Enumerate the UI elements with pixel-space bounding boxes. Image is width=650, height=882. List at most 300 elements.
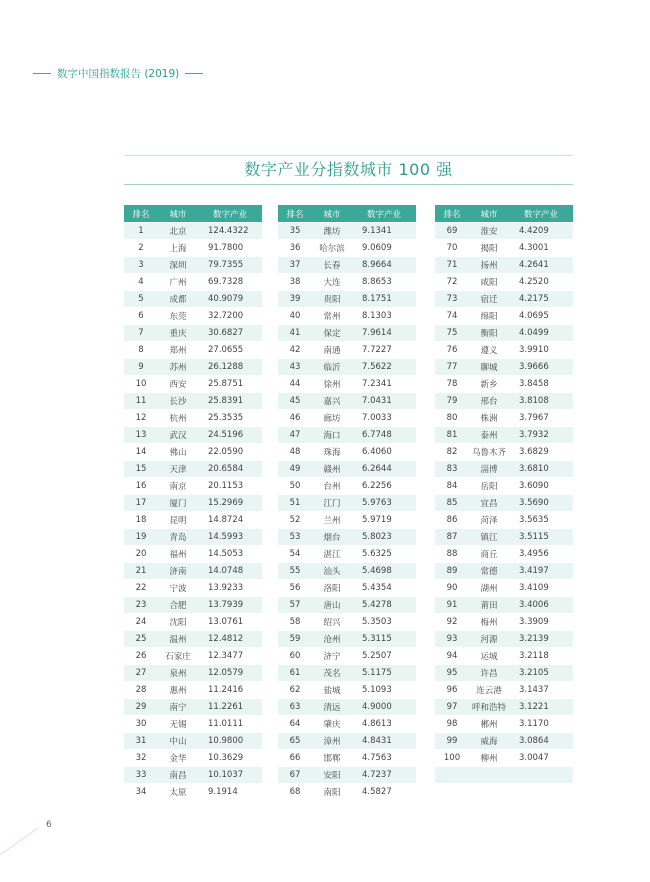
- table-row: [278, 359, 416, 375]
- city-cell: 柳州: [480, 754, 498, 764]
- rank-cell: 62: [289, 685, 301, 695]
- table-row: [435, 495, 573, 511]
- city-cell: 清远: [323, 703, 341, 713]
- rank-cell: 51: [289, 498, 301, 508]
- table-row: [278, 325, 416, 341]
- value-cell: 6.2256: [362, 481, 392, 491]
- table-row: [435, 427, 573, 443]
- rank-cell: 79: [446, 396, 458, 406]
- table-row: [278, 376, 416, 392]
- table-row: [435, 257, 573, 273]
- value-cell: 5.4278: [362, 600, 392, 610]
- value-cell: 10.9800: [208, 736, 244, 746]
- rank-cell: 21: [135, 566, 147, 576]
- table-row: [435, 563, 573, 579]
- value-cell: 13.7939: [208, 600, 244, 610]
- table-row: [435, 784, 573, 800]
- value-cell: 3.1437: [519, 685, 549, 695]
- value-cell: 4.3001: [519, 243, 549, 253]
- table-row: [435, 342, 573, 358]
- rank-cell: 77: [446, 362, 458, 372]
- table-row: [435, 529, 573, 545]
- table-row: [435, 359, 573, 375]
- table-row: [124, 580, 262, 596]
- ranking-table-1: [124, 205, 262, 801]
- table-row: [435, 580, 573, 596]
- value-cell: 5.3503: [362, 617, 392, 627]
- value-cell: 20.1153: [208, 481, 244, 491]
- table-row: [435, 291, 573, 307]
- value-cell: 5.9763: [362, 498, 392, 508]
- table-row: [435, 767, 573, 783]
- rank-cell: 80: [446, 413, 458, 423]
- table-row: [278, 240, 416, 256]
- table-row: [124, 750, 262, 766]
- table-row: [435, 546, 573, 562]
- rank-cell: 39: [289, 294, 301, 304]
- report-header: [33, 66, 203, 80]
- table-row: [435, 478, 573, 494]
- table-row: [124, 648, 262, 664]
- city-cell: 株洲: [480, 414, 498, 424]
- table-row: [124, 478, 262, 494]
- city-cell: 烟台: [323, 533, 341, 543]
- rank-cell: 1: [138, 226, 144, 236]
- table-row: [435, 376, 573, 392]
- rank-cell: 2: [138, 243, 144, 253]
- rank-cell: 60: [289, 651, 301, 661]
- table-title: 数字产业分指数城市 100 强: [244, 160, 453, 179]
- rank-cell: 16: [135, 481, 147, 491]
- value-cell: 5.9719: [362, 515, 392, 525]
- value-cell: 12.0579: [208, 668, 244, 678]
- table-row: [124, 359, 262, 375]
- city-cell: 台州: [323, 482, 341, 492]
- rank-cell: 38: [289, 277, 301, 287]
- rank-cell: 72: [446, 277, 458, 287]
- rank-cell: 46: [289, 413, 301, 423]
- table-row: [278, 784, 416, 800]
- corner-decoration: [0, 800, 40, 860]
- value-cell: 5.4354: [362, 583, 392, 593]
- rank-cell: 67: [289, 770, 301, 780]
- city-cell: 惠州: [169, 686, 187, 696]
- value-cell: 3.6810: [519, 464, 549, 474]
- city-cell: 苏州: [169, 363, 187, 373]
- table-row: [278, 699, 416, 715]
- table-row: [278, 427, 416, 443]
- value-cell: 4.7563: [362, 753, 392, 763]
- rank-cell: 30: [135, 719, 147, 729]
- value-cell: 4.0499: [519, 328, 549, 338]
- city-cell: 杭州: [169, 414, 187, 424]
- rank-cell: 74: [446, 311, 458, 321]
- city-cell: 嘉兴: [323, 397, 341, 407]
- rank-cell: 75: [446, 328, 458, 338]
- city-cell: 西安: [169, 380, 187, 390]
- table-header: [278, 205, 416, 222]
- table-row: [124, 427, 262, 443]
- city-cell: 湛江: [323, 550, 341, 560]
- rank-cell: 59: [289, 634, 301, 644]
- table-row: [124, 376, 262, 392]
- city-cell: 乌鲁木齐: [471, 448, 506, 458]
- table-row: [435, 631, 573, 647]
- table-row: [278, 274, 416, 290]
- table-row: [124, 563, 262, 579]
- table-row: [124, 784, 262, 800]
- rank-cell: 87: [446, 532, 458, 542]
- city-cell: 重庆: [169, 329, 187, 339]
- value-cell: 7.9614: [362, 328, 392, 338]
- rank-column-header: 排名: [443, 209, 461, 220]
- rank-cell: 95: [446, 668, 458, 678]
- table-row: [278, 291, 416, 307]
- rank-cell: 63: [289, 702, 301, 712]
- value-column-header: 数字产业: [523, 209, 558, 220]
- value-cell: 8.1751: [362, 294, 392, 304]
- value-cell: 40.9079: [208, 294, 244, 304]
- value-cell: 7.0431: [362, 396, 392, 406]
- rank-cell: 13: [135, 430, 147, 440]
- city-cell: 临沂: [323, 363, 341, 373]
- value-cell: 3.1170: [519, 719, 549, 729]
- city-cell: 漳州: [323, 737, 341, 747]
- city-cell: 沧州: [323, 635, 341, 645]
- rank-cell: 71: [446, 260, 458, 270]
- city-cell: 昆明: [169, 516, 187, 526]
- value-cell: 7.7227: [362, 345, 392, 355]
- value-cell: 6.2644: [362, 464, 392, 474]
- table-row: [278, 393, 416, 409]
- rank-cell: 58: [289, 617, 301, 627]
- table-row: [435, 325, 573, 341]
- table-row: [124, 291, 262, 307]
- table-row: [435, 648, 573, 664]
- city-cell: 郑州: [169, 346, 187, 356]
- city-cell: 宜昌: [480, 499, 498, 509]
- value-cell: 5.1093: [362, 685, 392, 695]
- table-header: [124, 205, 262, 222]
- city-cell: 徐州: [323, 380, 341, 390]
- city-cell: 宁波: [169, 584, 187, 594]
- value-cell: 6.7748: [362, 430, 392, 440]
- table-row: [278, 750, 416, 766]
- value-cell: 124.4322: [208, 226, 249, 236]
- ranking-table-3: [435, 205, 573, 801]
- city-cell: 肇庆: [323, 720, 341, 730]
- rank-cell: 53: [289, 532, 301, 542]
- rank-cell: 23: [135, 600, 147, 610]
- rank-cell: 98: [446, 719, 458, 729]
- table-row: [278, 580, 416, 596]
- table-row: [435, 597, 573, 613]
- rank-cell: 4: [138, 277, 144, 287]
- city-cell: 厦门: [169, 499, 187, 509]
- city-cell: 遵义: [480, 346, 498, 356]
- table-row: [278, 716, 416, 732]
- table-row: [124, 410, 262, 426]
- table-row: [124, 393, 262, 409]
- value-cell: 5.6325: [362, 549, 392, 559]
- rank-cell: 90: [446, 583, 458, 593]
- city-cell: 太原: [169, 788, 187, 798]
- value-cell: 3.2139: [519, 634, 549, 644]
- city-cell: 梅州: [480, 618, 498, 628]
- value-cell: 11.2261: [208, 702, 244, 712]
- title-divider-bottom: [124, 184, 573, 185]
- value-cell: 4.2520: [519, 277, 549, 287]
- value-cell: 3.0047: [519, 753, 549, 763]
- table-row: [435, 733, 573, 749]
- value-cell: 24.5196: [208, 430, 244, 440]
- city-cell: 天津: [169, 465, 187, 475]
- rank-cell: 83: [446, 464, 458, 474]
- rank-cell: 100: [443, 753, 461, 763]
- value-cell: 6.4060: [362, 447, 392, 457]
- table-row: [278, 648, 416, 664]
- value-cell: 3.4109: [519, 583, 549, 593]
- value-cell: 5.8023: [362, 532, 392, 542]
- city-cell: 济南: [169, 567, 187, 577]
- value-cell: 5.1175: [362, 668, 392, 678]
- value-cell: 4.2175: [519, 294, 549, 304]
- value-cell: 12.3477: [208, 651, 244, 661]
- city-cell: 石家庄: [165, 652, 191, 662]
- table-row: [124, 631, 262, 647]
- city-cell: 咸阳: [480, 278, 498, 288]
- report-title: 数字中国指数报告 (2019): [57, 67, 180, 80]
- city-cell: 河源: [480, 635, 498, 645]
- table-row: [124, 767, 262, 783]
- city-cell: 大连: [323, 278, 341, 288]
- table-row: [278, 682, 416, 698]
- rank-cell: 99: [446, 736, 458, 746]
- city-column-header: 城市: [169, 209, 187, 220]
- city-cell: 宿迁: [480, 295, 498, 305]
- city-cell: 长沙: [169, 397, 187, 407]
- table-row: [124, 716, 262, 732]
- table-row: [278, 546, 416, 562]
- value-cell: 4.7237: [362, 770, 392, 780]
- city-cell: 运城: [480, 652, 498, 662]
- value-cell: 8.8653: [362, 277, 392, 287]
- value-cell: 20.6584: [208, 464, 244, 474]
- city-cell: 郴州: [480, 720, 498, 730]
- city-cell: 福州: [169, 550, 187, 560]
- city-cell: 兰州: [323, 516, 341, 526]
- city-cell: 南通: [323, 346, 341, 356]
- table-row: [435, 512, 573, 528]
- value-cell: 9.1341: [362, 226, 392, 236]
- table-row: [278, 733, 416, 749]
- rank-cell: 41: [289, 328, 301, 338]
- city-cell: 连云港: [476, 686, 502, 696]
- city-cell: 沈阳: [169, 618, 187, 628]
- value-cell: 4.5827: [362, 787, 392, 797]
- value-cell: 3.4956: [519, 549, 549, 559]
- table-row: [124, 461, 262, 477]
- value-cell: 10.3629: [208, 753, 244, 763]
- value-cell: 3.8108: [519, 396, 549, 406]
- city-cell: 唐山: [323, 601, 341, 611]
- city-cell: 泉州: [169, 669, 187, 679]
- value-cell: 3.7967: [519, 413, 549, 423]
- value-cell: 13.9233: [208, 583, 244, 593]
- rank-cell: 14: [135, 447, 147, 457]
- city-cell: 淮安: [480, 227, 498, 237]
- city-cell: 南宁: [169, 703, 187, 713]
- rank-cell: 85: [446, 498, 458, 508]
- rank-cell: 43: [289, 362, 301, 372]
- rank-cell: 73: [446, 294, 458, 304]
- city-cell: 赣州: [323, 465, 341, 475]
- city-cell: 聊城: [480, 363, 498, 373]
- value-cell: 5.2507: [362, 651, 392, 661]
- city-cell: 威海: [480, 737, 498, 747]
- city-cell: 衡阳: [480, 329, 498, 339]
- city-cell: 绵阳: [480, 312, 498, 322]
- city-cell: 廊坊: [323, 414, 341, 424]
- table-row: [278, 631, 416, 647]
- table-row: [124, 682, 262, 698]
- value-cell: 8.1303: [362, 311, 392, 321]
- value-cell: 22.0590: [208, 447, 244, 457]
- city-cell: 合肥: [169, 601, 187, 611]
- rank-cell: 93: [446, 634, 458, 644]
- rank-cell: 6: [138, 311, 144, 321]
- table-row: [124, 308, 262, 324]
- city-column-header: 城市: [323, 209, 341, 220]
- value-cell: 5.3115: [362, 634, 392, 644]
- city-cell: 扬州: [480, 261, 498, 271]
- rank-cell: 78: [446, 379, 458, 389]
- table-row: [435, 410, 573, 426]
- table-row: [278, 223, 416, 239]
- rank-cell: 40: [289, 311, 301, 321]
- value-cell: 25.8391: [208, 396, 244, 406]
- rank-cell: 25: [135, 634, 147, 644]
- value-cell: 3.4197: [519, 566, 549, 576]
- table-row: [435, 444, 573, 460]
- rank-cell: 57: [289, 600, 301, 610]
- table-row: [435, 699, 573, 715]
- value-column-header: 数字产业: [212, 209, 247, 220]
- city-cell: 海口: [323, 431, 341, 441]
- rank-cell: 8: [138, 345, 144, 355]
- rank-cell: 24: [135, 617, 147, 627]
- table-row: [124, 444, 262, 460]
- rank-cell: 55: [289, 566, 301, 576]
- value-cell: 4.4209: [519, 226, 549, 236]
- table-row: [278, 444, 416, 460]
- value-cell: 4.0695: [519, 311, 549, 321]
- header-left-dash: [33, 73, 51, 74]
- table-row: [278, 665, 416, 681]
- rank-cell: 3: [138, 260, 144, 270]
- table-row: [278, 461, 416, 477]
- value-cell: 91.7800: [208, 243, 244, 253]
- table-row: [435, 750, 573, 766]
- rank-cell: 88: [446, 549, 458, 559]
- table-row: [278, 410, 416, 426]
- rank-cell: 17: [135, 498, 147, 508]
- rank-cell: 65: [289, 736, 301, 746]
- value-cell: 7.5622: [362, 362, 392, 372]
- city-cell: 许昌: [480, 669, 498, 679]
- city-cell: 成都: [169, 295, 187, 305]
- city-cell: 茂名: [323, 669, 341, 679]
- city-cell: 泰州: [480, 431, 498, 441]
- city-cell: 长春: [323, 261, 341, 271]
- value-cell: 4.9000: [362, 702, 392, 712]
- rank-cell: 5: [138, 294, 144, 304]
- table-row: [124, 733, 262, 749]
- city-cell: 汕头: [323, 567, 341, 577]
- rank-cell: 18: [135, 515, 147, 525]
- value-cell: 3.5690: [519, 498, 549, 508]
- rank-cell: 92: [446, 617, 458, 627]
- table-row: [435, 682, 573, 698]
- rank-cell: 32: [135, 753, 147, 763]
- rank-cell: 20: [135, 549, 147, 559]
- city-cell: 金华: [169, 754, 187, 764]
- table-row: [278, 478, 416, 494]
- value-cell: 10.1037: [208, 770, 244, 780]
- value-cell: 25.3535: [208, 413, 244, 423]
- city-cell: 青岛: [169, 533, 187, 543]
- table-row: [278, 495, 416, 511]
- value-cell: 32.7200: [208, 311, 244, 321]
- rank-cell: 47: [289, 430, 301, 440]
- value-cell: 7.2341: [362, 379, 392, 389]
- city-cell: 淄博: [480, 465, 498, 475]
- value-cell: 4.8431: [362, 736, 392, 746]
- table-row: [435, 308, 573, 324]
- value-cell: 3.9666: [519, 362, 549, 372]
- value-cell: 14.0748: [208, 566, 244, 576]
- rank-cell: 45: [289, 396, 301, 406]
- city-cell: 绍兴: [323, 618, 341, 628]
- city-cell: 哈尔滨: [319, 244, 345, 254]
- table-row: [124, 342, 262, 358]
- value-cell: 79.7355: [208, 260, 244, 270]
- table-row: [435, 223, 573, 239]
- value-cell: 3.3909: [519, 617, 549, 627]
- value-cell: 7.0033: [362, 413, 392, 423]
- rank-cell: 27: [135, 668, 147, 678]
- table-header: [435, 205, 573, 222]
- value-cell: 9.0609: [362, 243, 392, 253]
- rank-cell: 70: [446, 243, 458, 253]
- rank-cell: 31: [135, 736, 147, 746]
- header-right-dash: [185, 73, 203, 74]
- rank-cell: 96: [446, 685, 458, 695]
- table-row: [124, 597, 262, 613]
- rank-cell: 15: [135, 464, 147, 474]
- table-row: [278, 767, 416, 783]
- value-cell: 5.4698: [362, 566, 392, 576]
- city-cell: 常州: [323, 312, 341, 322]
- rank-cell: 33: [135, 770, 147, 780]
- table-row: [124, 240, 262, 256]
- city-cell: 南京: [169, 482, 187, 492]
- city-cell: 江门: [323, 499, 341, 509]
- city-cell: 珠海: [323, 448, 341, 458]
- table-row: [278, 308, 416, 324]
- value-cell: 26.1288: [208, 362, 244, 372]
- table-row: [435, 240, 573, 256]
